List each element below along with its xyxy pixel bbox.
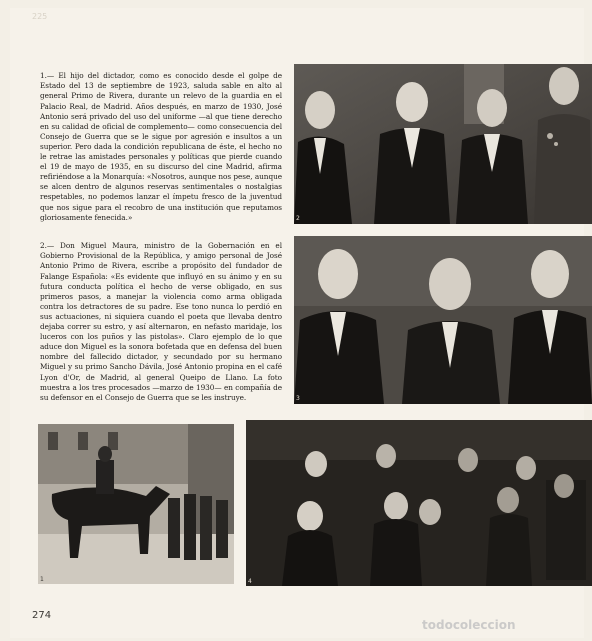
watermark-text: todocoleccion xyxy=(422,618,516,632)
caption-1-number: 1.— xyxy=(40,71,55,81)
photo-courtroom xyxy=(246,420,592,586)
photo-four-men xyxy=(294,64,592,224)
page-number: 274 xyxy=(32,610,52,621)
photo-three-men-image xyxy=(294,236,592,404)
magazine-page xyxy=(10,8,584,638)
photo-courtroom-image xyxy=(246,420,592,586)
photo-courtroom-number: 4 xyxy=(248,578,252,585)
photo-three-men-number: 3 xyxy=(296,395,300,402)
caption-1-text: El hijo del dictador, como es conocido desde el golpe de Estado del 13 de septiembre de 1923, saluda sable en alto al general Primo de Rivera, durante un relevo de la guardia en el Palacio Real, de Madrid. Años después, en marzo de 1930, José Antonio será privado del uso del uniforme —al que tiene derecho en su calidad de oficial de complemento— como consecuencia del Consejo de Guerra que se le sigue por agresión e insultos a un superior. Pero dada la condición republicana de éste, el hecho no le retrae las amistades personales y políticas que pierde cuando el 19 de mayo de 1935, en su discurso del cine Madrid, afirma refiriéndose a la Monarquía: «Nosotros, aunque nos pese, aunque se alcen dentro de algunos reservas sentimentales o nostalgias respetables, no podemos lanzar el ímpetu fresco de la juventud que nos sigue para el recobro de una institución que reputamos gloriosamente fenecida.» xyxy=(40,71,282,222)
caption-2-number: 2.— xyxy=(40,241,55,251)
caption-2-text: Don Miguel Maura, ministro de la Gobernación en el Gobierno Provisional de la República, y amigo personal de José Antonio Primo de Rivera, escribe a propósito del fundador de Falange Española: «Es evidente que influyó en su ánimo y en su futura conducta política el hecho de verse obligado, en sus primeros pasos, a manejar la violencia como arma obligada contra los detractores de su padre. Ese tono nunca lo perdió en sus actuaciones, ni siquiera cuando el poeta que llevaba dentro dejaba correr su estro, y así alternaron, en nefasto maridaje, los luceros con los puños y las pistolas». Claro ejemplo de lo que aduce don Miguel es la sonora bofetada que en defensa del buen nombre del fallecido dictador, y secundado por su hermano Miguel y su primo Sancho Dávila, José Antonio propina en el café Lyon d'Or, de Madrid, al general Queipo de Llano. La foto muestra a los tres procesados —marzo de 1930— en compañía de su defensor en el Consejo de Guerra que se les instruye. xyxy=(40,241,282,402)
bleed-through-text: 225 xyxy=(32,12,48,21)
photo-guard-horseback-number: 1 xyxy=(40,576,44,583)
photo-four-men-image xyxy=(294,64,592,224)
photo-four-men-number: 2 xyxy=(296,215,300,222)
caption-2 xyxy=(40,241,282,403)
caption-1 xyxy=(40,71,282,222)
photo-guard-horseback xyxy=(38,424,234,584)
photo-three-men xyxy=(294,236,592,404)
photo-guard-horseback-image xyxy=(38,424,234,584)
